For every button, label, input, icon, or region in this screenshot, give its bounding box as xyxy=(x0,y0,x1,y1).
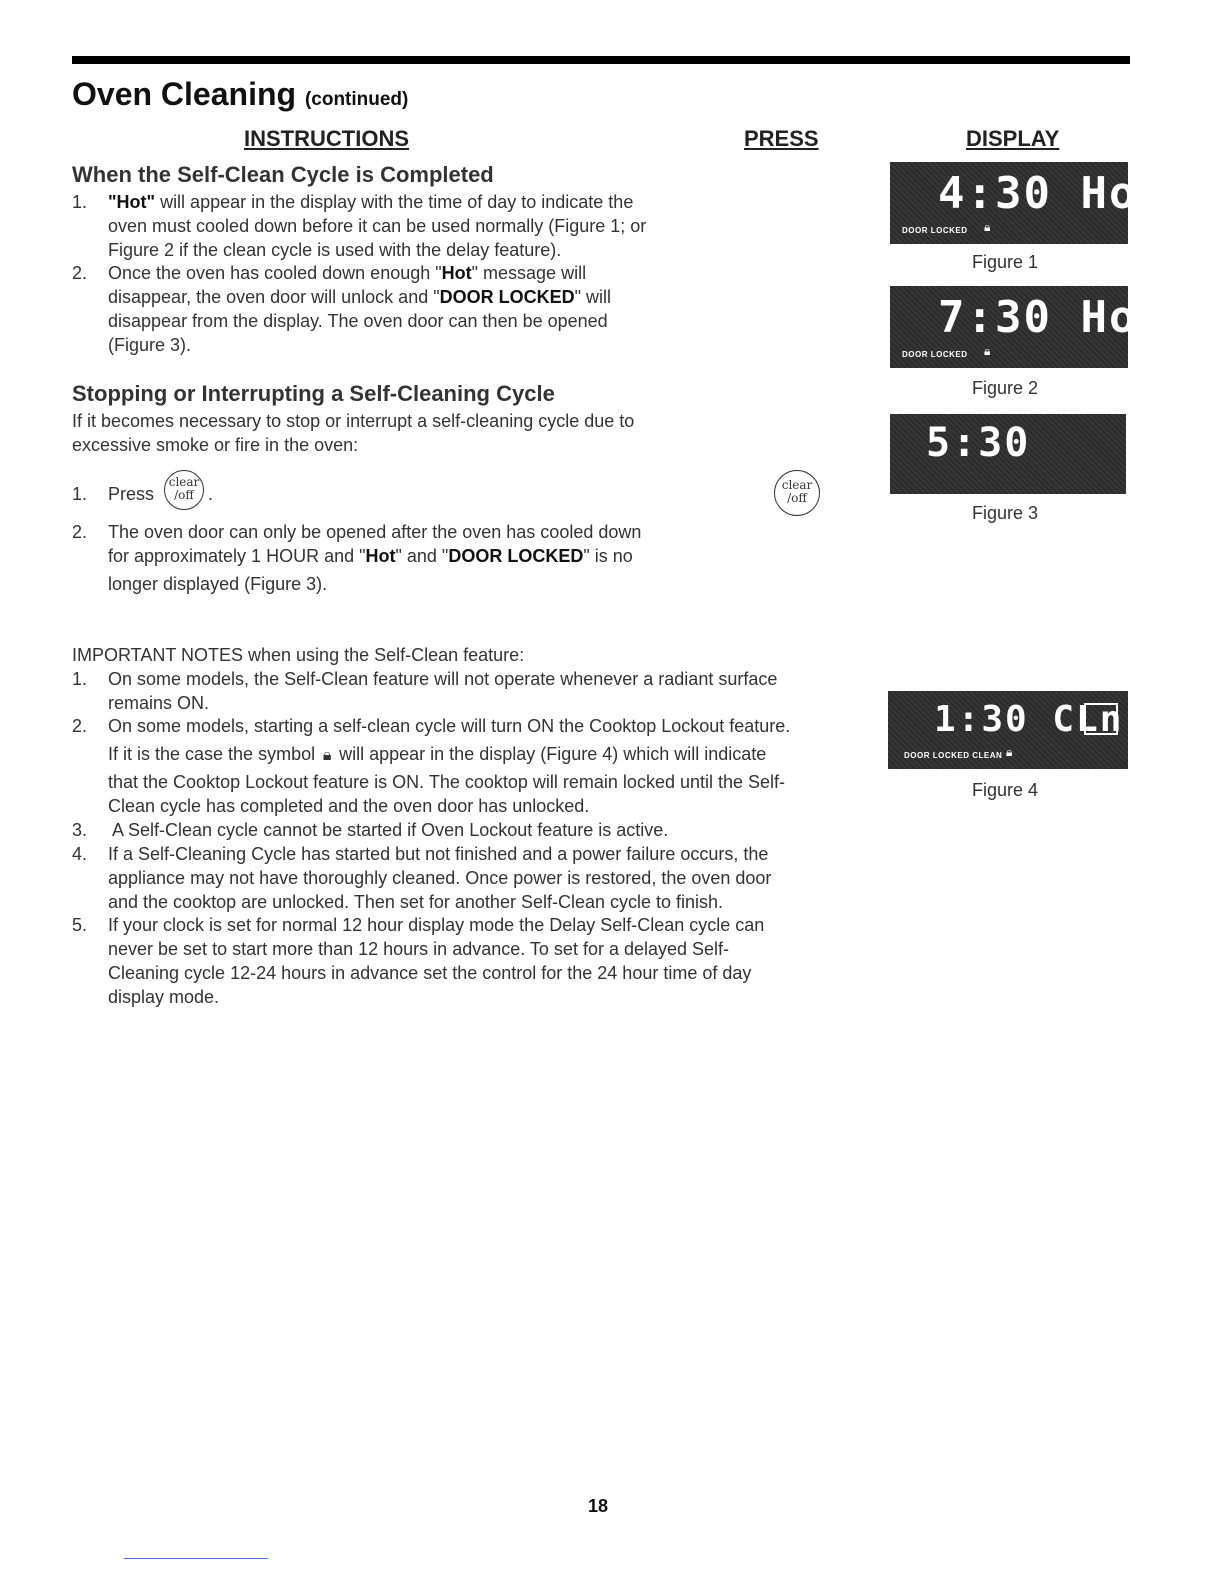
note-5: 5. If your clock is set for normal 12 hour display mode the Delay Self-Clean cycle can never be set to start more than 12 hours in advance. To set for a delayed Self- Cleaning cycle 12-24 hours in advance set the control for the 24 hour time of day display mode. xyxy=(72,915,765,1007)
figure2-display: 7:30 Hot DOOR LOCKED 🔒︎ xyxy=(890,286,1128,368)
top-rule xyxy=(72,56,1130,64)
section1-item1: 1. "Hot" will appear in the display with the time of day to indicate the oven must cooled down before it can be used normally (Figure 1; or Figure 2 if the clean cycle is used with the delay feature). xyxy=(72,192,647,260)
figure3-caption: Figure 3 xyxy=(972,503,1039,523)
title-suffix: (continued) xyxy=(304,89,409,110)
lock-icon: 🔒︎ xyxy=(984,220,991,234)
note-2: 2. On some models, starting a self-clean cycle will turn ON the Cooktop Lockout feature. If it is the case the symbol 🔒︎ will appear in the display (Figure 4) which will indicate that the Cooktop Lockout feature is ON. The cooktop will remain locked until the Self- Clean cycle has completed and the oven door has unlocked. xyxy=(72,716,791,816)
section2-intro-line1: If it becomes necessary to stop or interrupt a self-cleaning cycle due to xyxy=(72,411,635,431)
lock-icon: 🔒︎ xyxy=(322,747,332,764)
section-heading-completed: When the Self-Clean Cycle is Completed xyxy=(72,162,494,187)
page-title: Oven Cleaning (continued) xyxy=(72,76,409,112)
figure4-display: 1:30 CLn DOOR LOCKED CLEAN 🔒︎ xyxy=(888,691,1128,769)
section-heading-stopping: Stopping or Interrupting a Self-Cleaning Cycle xyxy=(72,381,555,406)
column-heading-display: DISPLAY xyxy=(966,126,1060,151)
section2-item1: 1. Press clear /off . xyxy=(72,470,472,516)
lock-icon: 🔒︎ xyxy=(1006,745,1013,759)
figure1-display: 4:30 Hot DOOR LOCKED 🔒︎ xyxy=(890,162,1128,244)
lock-icon: 🔒︎ xyxy=(984,344,991,358)
figure4-caption: Figure 4 xyxy=(972,780,1039,800)
page-number: 18 xyxy=(588,1496,609,1516)
section2-intro-line2: excessive smoke or fire in the oven: xyxy=(72,435,359,455)
notes-intro: IMPORTANT NOTES when using the Self-Clean feature: xyxy=(72,645,525,665)
note-1: 1. On some models, the Self-Clean feature will not operate whenever a radiant surface remains ON. xyxy=(72,669,778,713)
column-heading-instructions: INSTRUCTIONS xyxy=(244,126,409,151)
clear-off-button[interactable]: clear /off xyxy=(774,470,820,516)
section1-item2: 2. Once the oven has cooled down enough "Hot" message will disappear, the oven door will unlock and "DOOR LOCKED" will disappear from the display. The oven door can then be opened (Figure 3). xyxy=(72,263,611,355)
note-4: 4. If a Self-Cleaning Cycle has started but not finished and a power failure occurs, the appliance may not have thoroughly cleaned. Once power is restored, the oven door and the cooktop are unlocked. Then set for another Self-Clean cycle to finish. xyxy=(72,844,772,912)
clear-off-inline-icon: clear /off xyxy=(164,470,204,510)
lock-indicator-box xyxy=(1084,703,1118,735)
column-heading-press: PRESS xyxy=(744,126,819,151)
section2-item2: 2. The oven door can only be opened after the oven has cooled down for approximately 1 HOUR and "Hot" and "DOOR LOCKED" is no longer displayed (Figure 3). xyxy=(72,522,642,594)
footer-rule xyxy=(124,1558,268,1559)
note-3: 3. A Self-Clean cycle cannot be started if Oven Lockout feature is active. xyxy=(72,820,669,840)
figure3-display: 5:30 xyxy=(890,414,1126,494)
figure2-caption: Figure 2 xyxy=(972,378,1039,398)
figure1-caption: Figure 1 xyxy=(972,252,1039,272)
